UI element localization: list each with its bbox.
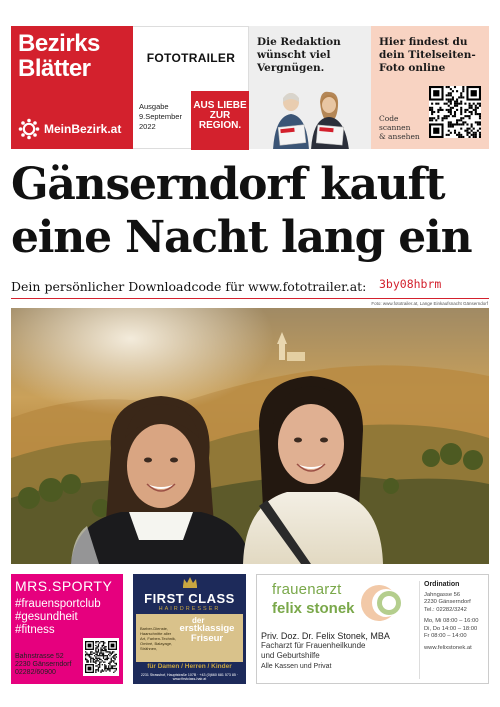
circle-logo-icon (359, 583, 405, 623)
sporty-tag: #frauensportclub (15, 598, 101, 610)
stonek-doctor: Priv. Doz. Dr. Felix Stonek, MBA (261, 631, 390, 641)
stonek-brand-1: frauenarzt (272, 581, 342, 598)
qr-code-icon[interactable] (429, 86, 481, 138)
scan-line: scannen (379, 123, 411, 132)
download-row (11, 279, 489, 294)
stonek-insurance: Alle Kassen und Privat (261, 663, 332, 670)
fc-headline-line: Friseur (190, 633, 224, 644)
slogan-badge (191, 91, 249, 150)
scan-line: & ansehen (379, 132, 420, 141)
fc-address: 2231 Strasshof, Hauptstraße 107B · +43 (0)660 681 573 85 · www.firstclass-hair.at (140, 673, 239, 681)
sporty-tag: #gesundheit (15, 611, 78, 623)
sporty-tags (15, 598, 119, 637)
slogan-line: AUS LIEBE (193, 100, 247, 111)
crown-icon (182, 576, 198, 588)
website-link[interactable]: www.felixstonek.at (424, 644, 472, 651)
ordination-title: Ordination (424, 581, 460, 588)
hours-line: Fr 08:00 – 14:00 (424, 633, 467, 639)
issue-label: Ausgabe (139, 102, 169, 111)
advertisements (11, 574, 489, 684)
section-title: FOTOTRAILER (146, 51, 236, 65)
divider (11, 298, 489, 299)
headline-line-2: eine Nacht lang ein (11, 212, 472, 263)
promo-line: Foto online (379, 62, 446, 74)
issue-date: 9.September (139, 112, 182, 121)
ad-mrs-sporty[interactable] (11, 574, 123, 684)
fc-subtitle: HAIRDRESSER (158, 606, 221, 612)
stonek-specialty (261, 641, 366, 660)
hours-line: Mo, Mi 08:00 – 16:00 (424, 618, 479, 624)
scan-line: Code (379, 114, 399, 123)
sun-logo-icon (18, 118, 40, 140)
cover-photo[interactable] (11, 308, 489, 564)
masthead (11, 26, 489, 149)
editors-photo (267, 90, 357, 149)
issue-info (139, 102, 182, 132)
issue-year: 2022 (139, 122, 156, 131)
promo-online (371, 26, 489, 149)
sporty-title: MRS.SPORTY (15, 578, 113, 594)
slogan-line: ZUR (209, 110, 231, 121)
promo-line: Die Redaktion (257, 36, 341, 48)
photo-credit: Foto: www.fototrailer.at, Lange Einkaufsnacht Gänserndorf (371, 301, 488, 306)
sporty-qr[interactable] (83, 638, 119, 676)
section-box (133, 26, 249, 149)
promo-line: Vergnügen. (257, 62, 325, 74)
fc-services: Barber-Dienste, Haarschnitte aller Art, Farben-Technik, Ombré, Balayage, Strähnen, (140, 626, 177, 651)
address-line: Jahngasse 56 (424, 591, 461, 598)
specialty-line: und Geburtshilfe (261, 650, 320, 660)
promo-redaktion (249, 26, 371, 149)
slogan-line: REGION. (198, 120, 242, 131)
stonek-ordination (419, 581, 489, 679)
address-line: 02282/60900 (15, 669, 56, 676)
headline-line-1: Gänserndorf kauft (11, 159, 445, 210)
ad-first-class[interactable] (133, 574, 246, 684)
sporty-address (15, 653, 71, 677)
ad-stonek[interactable] (256, 574, 489, 684)
promo-redaktion-text (257, 36, 341, 75)
promo-line: wünscht viel (257, 49, 331, 61)
sporty-tag: #fitness (15, 624, 55, 636)
promo-online-text (379, 36, 476, 75)
address-line: Bahnstrasse 52 (15, 653, 64, 660)
address-line: 2230 Gänserndorf (15, 661, 72, 668)
download-code[interactable]: 3by08hbrm (379, 277, 442, 291)
fc-der: der (192, 616, 205, 625)
hours-line: Di, Do 14:00 – 18:00 (424, 625, 478, 632)
fc-headline-line: erstklassige (179, 623, 235, 634)
brand-line-1: Bezirks (18, 30, 100, 57)
fc-headline (174, 624, 240, 644)
stonek-brand-2: felix stonek (272, 600, 355, 617)
phone: Tel.: 02282/3242 (424, 606, 467, 613)
brand-logo[interactable] (11, 26, 133, 149)
site-label: MeinBezirk.at (44, 122, 122, 136)
promo-line: Hier findest du (379, 36, 468, 48)
scan-hint (379, 114, 420, 141)
fc-title: FIRST CLASS (144, 591, 235, 606)
address-line: 2230 Gänserndorf (424, 599, 471, 605)
headline (11, 158, 491, 264)
brand-line-2: Blätter (18, 55, 91, 82)
site-link[interactable] (18, 118, 121, 140)
fc-audience: für Damen / Herren / Kinder (136, 662, 243, 672)
specialty-line: Facharzt für Frauenheilkunde (261, 641, 366, 650)
promo-line: dein Titelseiten- (379, 49, 476, 61)
download-label: Dein persönlicher Downloadcode für www.fototrailer.at: (11, 279, 367, 294)
qr-code-icon (85, 640, 117, 674)
